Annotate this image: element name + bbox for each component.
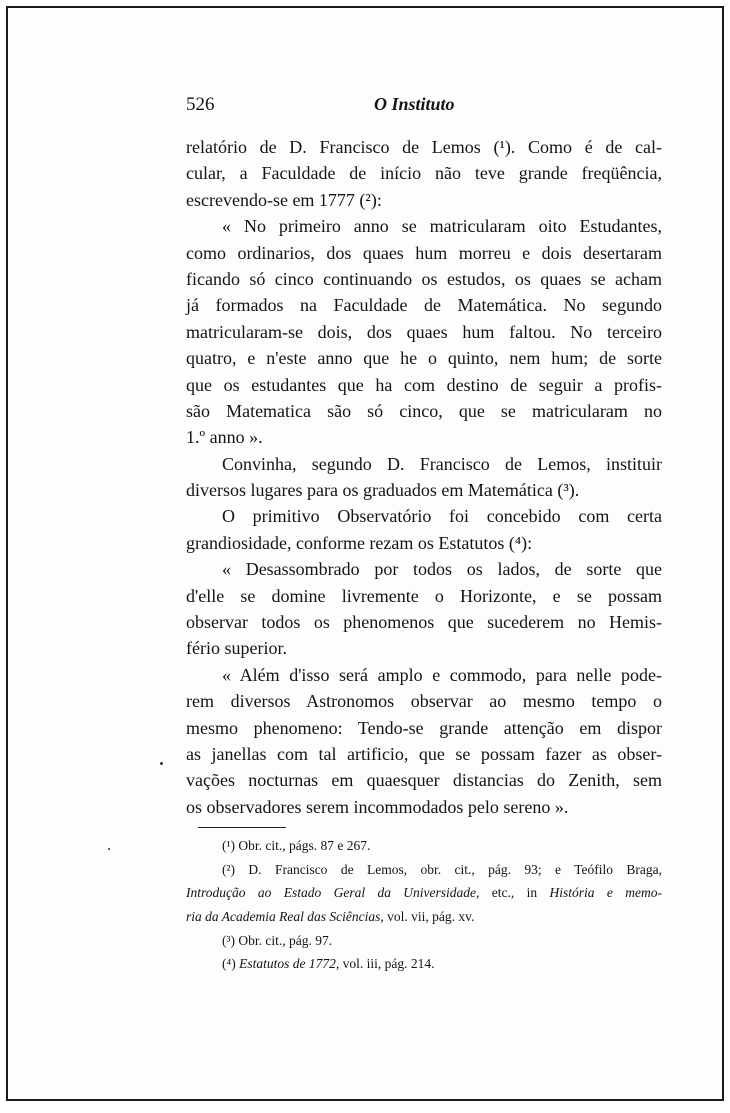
text-line: as janellas com tal artificio, que se possam fazer as obser- bbox=[186, 743, 662, 764]
text-line: já formados na Faculdade de Matemática. No segundo bbox=[186, 295, 662, 316]
text-line: cular, a Faculdade de início não teve grande freqüência, bbox=[186, 163, 662, 184]
text-line: ficando só cinco continuando os estudos, os quaes se acham bbox=[186, 268, 662, 289]
text-line: d'elle se domine livremente o Horizonte, e se possam bbox=[186, 585, 662, 606]
scan-speck bbox=[160, 762, 163, 765]
book-page bbox=[6, 6, 724, 1101]
footnote-4-num: (⁴) bbox=[222, 956, 240, 972]
text-line: como ordinarios, dos quaes hum morreu e dois desertaram bbox=[186, 242, 662, 263]
footnote-2-work-title: História e memo- bbox=[549, 885, 662, 901]
footnote-2 bbox=[186, 858, 662, 882]
text-line: Convinha, segundo D. Francisco de Lemos, instituir bbox=[222, 453, 662, 474]
text-line: que os estudantes que ha com destino de seguir a profis- bbox=[186, 374, 662, 395]
scan-speck bbox=[108, 848, 110, 850]
text-line: escrevendo-se em 1777 (²): bbox=[186, 189, 382, 210]
text-line: 1.º anno ». bbox=[186, 427, 263, 448]
footnote-2-cont bbox=[186, 905, 662, 929]
footnote-4-text: vol. iii, pág. 214. bbox=[339, 956, 435, 972]
footnote-2-text: (²) D. Francisco de Lemos, obr. cit., pág. 93; e Teófilo Braga, bbox=[222, 861, 662, 877]
text-line: diversos lugares para os graduados em Matemática (³). bbox=[186, 480, 580, 501]
footnote-2-text: vol. vii, pág. xv. bbox=[383, 909, 475, 925]
text-line: « Desassombrado por todos os lados, de sorte que bbox=[222, 559, 662, 580]
footnote-2-work-title: ria da Academia Real das Sciências, bbox=[186, 909, 384, 925]
footnote-4 bbox=[186, 952, 662, 976]
text-line: grandiosidade, conforme rezam os Estatutos (⁴): bbox=[186, 532, 533, 553]
text-line: são Matematica são só cinco, que se matricularam no bbox=[186, 400, 662, 421]
page-number: 526 bbox=[186, 94, 215, 115]
footnote-2-cont bbox=[186, 881, 662, 905]
text-line: mesmo phenomeno: Tendo-se grande attenção em dispor bbox=[186, 717, 662, 738]
footnote-1: (¹) Obr. cit., págs. 87 e 267. bbox=[222, 838, 371, 853]
text-line: « No primeiro anno se matricularam oito Estudantes, bbox=[222, 216, 662, 237]
text-line: matricularam-se dois, dos quaes hum faltou. No terceiro bbox=[186, 321, 662, 342]
text-line: os observadores serem incommodados pelo sereno ». bbox=[186, 796, 569, 817]
footnotes bbox=[186, 834, 662, 976]
text-line: quatro, e n'este anno que he o quinto, nem hum; de sorte bbox=[186, 348, 662, 369]
text-line: vações nocturnas em quaesquer distancias do Zenith, sem bbox=[186, 770, 662, 791]
running-title: O Instituto bbox=[374, 94, 455, 114]
text-line: observar todos os phenomenos que sucederem no Hemis- bbox=[186, 612, 662, 633]
text-line: fério superior. bbox=[186, 638, 287, 659]
text-line: rem diversos Astronomos observar ao mesmo tempo o bbox=[186, 691, 662, 712]
footnote-divider bbox=[198, 827, 286, 828]
footnote-2-work-title: Introdução ao Estado Geral da Universidade, bbox=[186, 885, 480, 901]
page-header bbox=[186, 92, 662, 122]
footnote-4-work-title: Estatutos de 1772, bbox=[239, 956, 340, 972]
body-text bbox=[186, 134, 662, 820]
text-line: relatório de D. Francisco de Lemos (¹). Como é de cal- bbox=[186, 137, 662, 157]
text-line: O primitivo Observatório foi concebido com certa bbox=[222, 506, 662, 527]
footnote-3: (³) Obr. cit., pág. 97. bbox=[222, 932, 333, 948]
text-line: « Além d'isso será amplo e commodo, para nelle pode- bbox=[222, 664, 662, 685]
footnote-2-text: etc., in bbox=[479, 885, 550, 901]
